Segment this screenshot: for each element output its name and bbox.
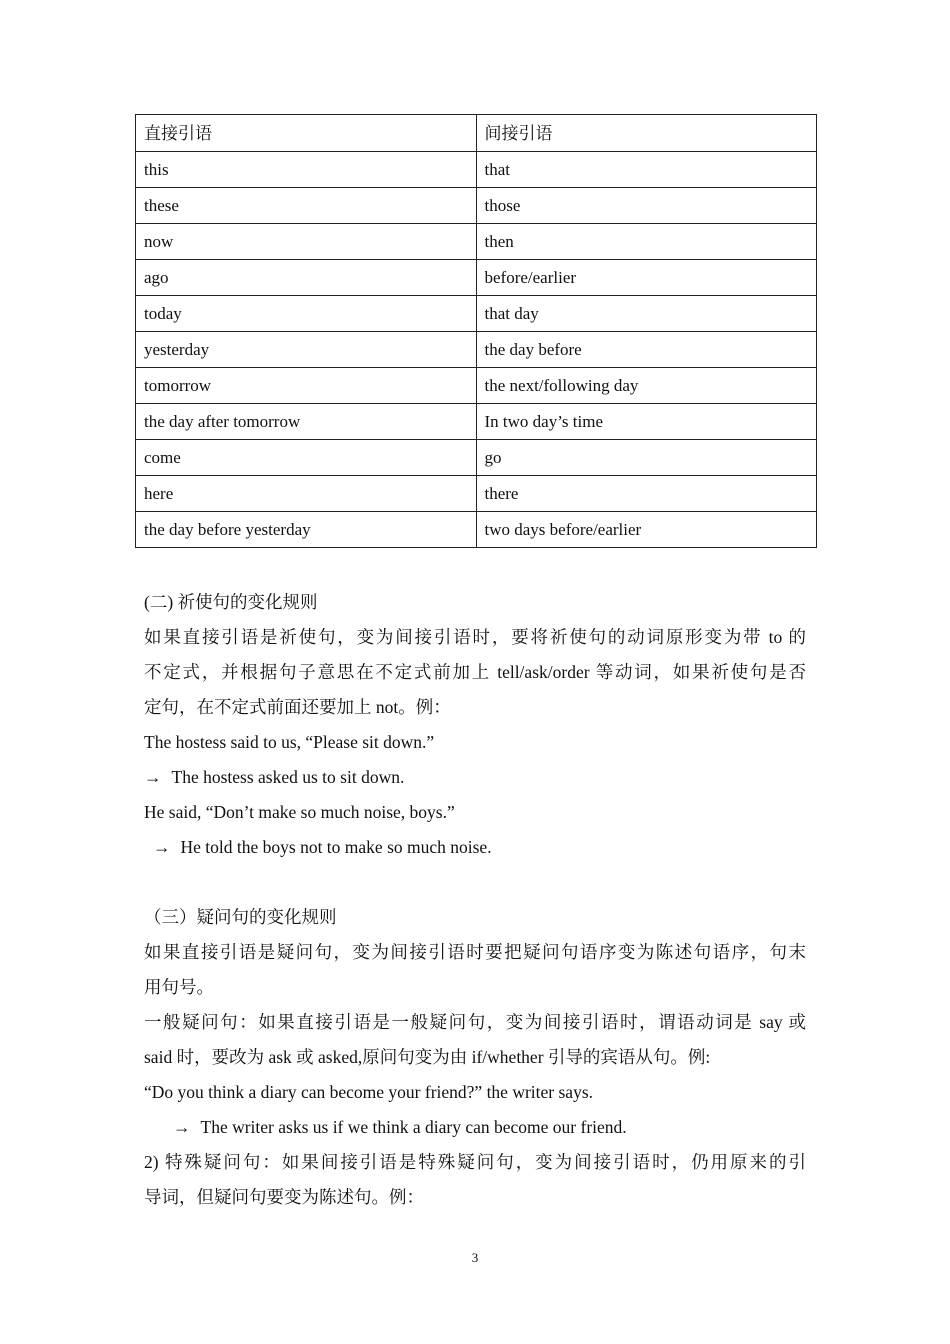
section3-heading: （三）疑问句的变化规则 [144,907,337,927]
direct-speech-cell: these [136,188,477,224]
section2-paragraph-line: 不定式，并根据句子意思在不定式前加上 tell/ask/order 等动词，如果祈使句是否 [144,662,806,682]
example-indirect-text: He told the boys not to make so much noise. [180,837,492,857]
direct-speech-cell: now [136,224,477,260]
table-row [136,224,817,260]
header-direct-speech: 直接引语 [136,115,477,152]
direct-speech-cell: come [136,440,477,476]
direct-speech-cell: this [136,152,477,188]
table-row [136,404,817,440]
table-row [136,332,817,368]
table-row [136,260,817,296]
indirect-speech-cell: the day before [476,332,817,368]
section3-paragraph-line: 如果直接引语是疑问句，变为间接引语时要把疑问句语序变为陈述句语序，句末 [144,942,806,962]
indirect-speech-cell: before/earlier [476,260,817,296]
speech-conversion-table [135,114,817,548]
indirect-speech-cell: those [476,188,817,224]
example-indirect [153,836,492,858]
right-arrow-icon: → [153,837,171,857]
example-indirect [144,766,404,788]
table-row [136,368,817,404]
table-row [136,512,817,548]
special-question-line: 2) 特殊疑问句：如果间接引语是特殊疑问句，变为间接引语时，仍用原来的引 [144,1152,806,1172]
general-question-line: said 时，要改为 ask 或 asked,原问句变为由 if/whether 引导的宾语从句。例: [144,1047,711,1067]
direct-speech-cell: today [136,296,477,332]
example-indirect-text: The writer asks us if we think a diary can become our friend. [200,1117,627,1137]
direct-speech-cell: here [136,476,477,512]
indirect-speech-cell: then [476,224,817,260]
indirect-speech-cell: the next/following day [476,368,817,404]
example-indirect [173,1116,627,1138]
direct-speech-cell: ago [136,260,477,296]
indirect-speech-cell: two days before/earlier [476,512,817,548]
header-indirect-speech: 间接引语 [476,115,817,152]
table-row [136,152,817,188]
table-row [136,476,817,512]
indirect-speech-cell: that day [476,296,817,332]
direct-speech-cell: tomorrow [136,368,477,404]
section3-paragraph-line: 用句号。 [144,977,214,997]
indirect-speech-cell: that [476,152,817,188]
right-arrow-icon: → [173,1117,191,1137]
indirect-speech-cell: there [476,476,817,512]
right-arrow-icon: → [144,767,162,787]
example-direct: “Do you think a diary can become your friend?” the writer says. [144,1082,594,1102]
table-row [136,296,817,332]
direct-speech-cell: yesterday [136,332,477,368]
example-direct: The hostess said to us, “Please sit down.” [144,732,435,752]
section2-paragraph-line: 如果直接引语是祈使句，变为间接引语时，要将祈使句的动词原形变为带 to 的 [144,627,806,647]
example-indirect-text: The hostess asked us to sit down. [171,767,405,787]
general-question-line: 一般疑问句：如果直接引语是一般疑问句，变为间接引语时，谓语动词是 say 或 [144,1012,806,1032]
table-header-row [136,115,817,152]
indirect-speech-cell: go [476,440,817,476]
indirect-speech-cell: In two day’s time [476,404,817,440]
example-direct: He said, “Don’t make so much noise, boys.” [144,802,455,822]
direct-speech-cell: the day after tomorrow [136,404,477,440]
page-number: 3 [471,1250,479,1265]
section2-paragraph-line: 定句，在不定式前面还要加上 not。例： [144,697,451,717]
special-question-line: 导词，但疑问句要变为陈述句。例： [144,1187,424,1207]
table-row [136,440,817,476]
section2-heading: (二) 祈使句的变化规则 [144,592,318,612]
table-row [136,188,817,224]
direct-speech-cell: the day before yesterday [136,512,477,548]
